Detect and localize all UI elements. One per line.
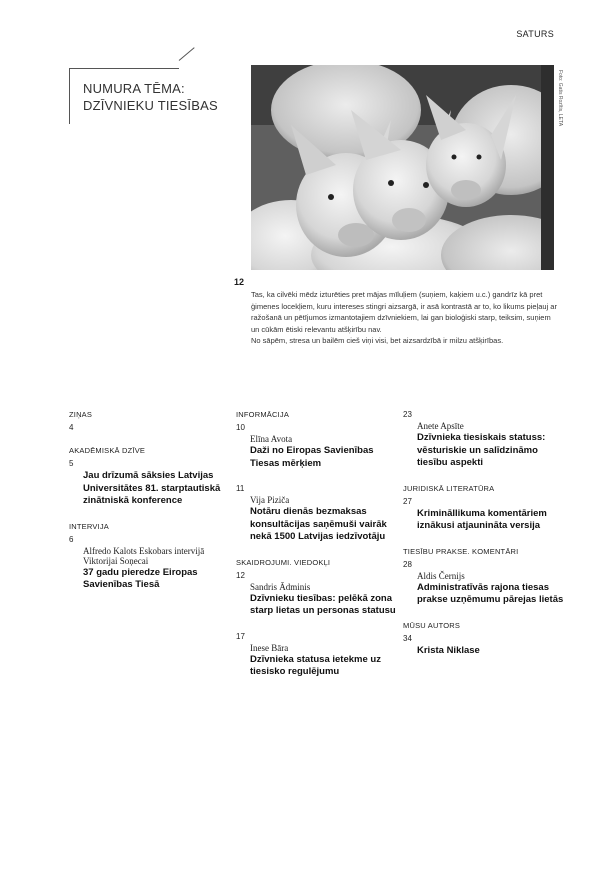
toc-section xyxy=(403,621,568,658)
entry-title[interactable]: Dzīvnieku tiesības: pelēkā zona starp lietas un personas statusu xyxy=(250,592,396,616)
section-header-label: SATURS xyxy=(516,29,554,39)
lead-text xyxy=(251,289,561,347)
entry-page-number: 4 xyxy=(69,423,74,432)
toc-entry[interactable] xyxy=(236,571,401,618)
toc-entry[interactable] xyxy=(403,410,568,470)
frame-line-top xyxy=(69,68,179,69)
toc-column-2 xyxy=(236,410,401,693)
toc-entry[interactable] xyxy=(236,484,401,544)
entry-page-number: 28 xyxy=(403,559,412,569)
toc-column-1 xyxy=(69,410,234,606)
entry-page-number: 5 xyxy=(69,459,74,468)
section-title: INFORMĀCIJA xyxy=(236,410,290,419)
toc-entry[interactable] xyxy=(403,560,568,607)
lead-page-number: 12 xyxy=(234,277,245,287)
toc-section xyxy=(69,410,234,432)
entry-author: Elīna Avota xyxy=(250,434,293,444)
toc-entry[interactable] xyxy=(69,459,234,508)
photo-credit xyxy=(555,70,565,150)
toc-section xyxy=(403,547,568,607)
section-title: SKAIDROJUMI. VIEDOKĻI xyxy=(236,557,331,567)
section-title: TIESĪBU PRAKSE. KOMENTĀRI xyxy=(403,546,519,556)
section-title: AKADĒMISKĀ DZĪVE xyxy=(69,446,146,455)
entry-page-number: 27 xyxy=(403,496,412,506)
toc-section xyxy=(403,410,568,470)
entry-title[interactable]: 37 gadu pieredze Eiropas Savienības Tiesā xyxy=(83,566,198,590)
entry-title[interactable]: Dzīvnieka statusa ietekme uz tiesisko regulējumu xyxy=(250,653,381,677)
entry-author: Sandris Ādminis xyxy=(250,581,311,592)
issue-theme-line2: DZĪVNIEKU TIESĪBAS xyxy=(83,98,218,113)
entry-page-number: 17 xyxy=(236,631,245,641)
entry-page-number: 23 xyxy=(403,410,412,419)
entry-title[interactable]: Krista Niklase xyxy=(417,644,480,656)
lead-paragraph-2: No sāpēm, stresa un bailēm cieš viņi visi, bet aizsardzībā ir milzu atšķirības. xyxy=(251,336,504,345)
toc-entry[interactable] xyxy=(69,535,234,592)
entry-author: Alfredo Kalots Eskobars intervijā Viktorijai Soņecai xyxy=(83,545,205,566)
toc-entry[interactable] xyxy=(403,497,568,533)
toc-column-3 xyxy=(403,410,568,671)
entry-page-number: 12 xyxy=(236,570,245,580)
entry-author: Inese Bāra xyxy=(250,642,289,653)
entry-author: Vija Piziča xyxy=(250,495,290,505)
lead-paragraph-1: Tas, ka cilvēki mēdz izturēties pret mājas mīluļiem (suņiem, kaķiem u.c.) gandrīz kā pret ģimenes locekļiem, kuru intereses stingri aizsargā, ir asā kontrastā ar to, ko likums pieļauj ar ražošanā un pētījumos izmantotajiem dzīvniekiem, lai gan bioloģiski starp, teiksim, suņiem un cūkām ētiski relevantu atšķirību nav. xyxy=(251,290,557,334)
toc-section xyxy=(236,558,401,679)
entry-page-number: 10 xyxy=(236,423,245,432)
entry-title[interactable]: Daži no Eiropas Savienības Tiesas mērķiem xyxy=(250,445,374,469)
issue-theme-line1: NUMURA TĒMA: xyxy=(83,81,185,96)
entry-title[interactable]: Administratīvās rajona tiesas prakse uzņēmumu pārejas lietās xyxy=(417,581,564,605)
entry-title[interactable]: Jau drīzumā sāksies Latvijas Universitātes 81. starptautiskā zinātniskā konference xyxy=(83,470,221,506)
entry-author: Aldis Černijs xyxy=(417,570,465,581)
entry-page-number: 6 xyxy=(69,534,74,544)
section-title: INTERVIJA xyxy=(69,521,110,531)
toc-entry[interactable] xyxy=(403,634,568,658)
pigs-photo xyxy=(251,65,554,270)
section-title: MŪSU AUTORS xyxy=(403,620,461,630)
entry-author: Anete Apsīte xyxy=(417,421,464,431)
toc-section xyxy=(403,484,568,533)
toc-entry[interactable] xyxy=(69,423,234,432)
entry-title[interactable]: Krimināllikuma komentāriem iznākusi atjaunināta versija xyxy=(417,507,547,531)
issue-theme xyxy=(83,80,218,114)
toc-section xyxy=(69,446,234,508)
entry-page-number: 11 xyxy=(236,484,245,493)
photo-credit-text: Foto: Gatis Rozītis, LETA xyxy=(557,70,563,127)
entry-page-number: 34 xyxy=(403,633,412,643)
toc-entry[interactable] xyxy=(236,632,401,679)
frame-line-diagonal xyxy=(179,47,195,61)
toc-section xyxy=(69,522,234,592)
toc-entry[interactable] xyxy=(236,423,401,470)
frame-line-left xyxy=(69,68,70,124)
entry-title[interactable]: Dzīvnieka tiesiskais statuss: vēsturiskie un salīdzināmo tiesību aspekti xyxy=(417,432,546,468)
section-title: JURIDISKĀ LITERATŪRA xyxy=(403,483,495,493)
toc-section xyxy=(236,410,401,544)
section-title: ZIŅAS xyxy=(69,410,93,419)
entry-title[interactable]: Notāru dienās bezmaksas konsultācijas saņēmuši vairāk nekā 1500 Latvijas iedzīvotāju xyxy=(250,506,387,542)
